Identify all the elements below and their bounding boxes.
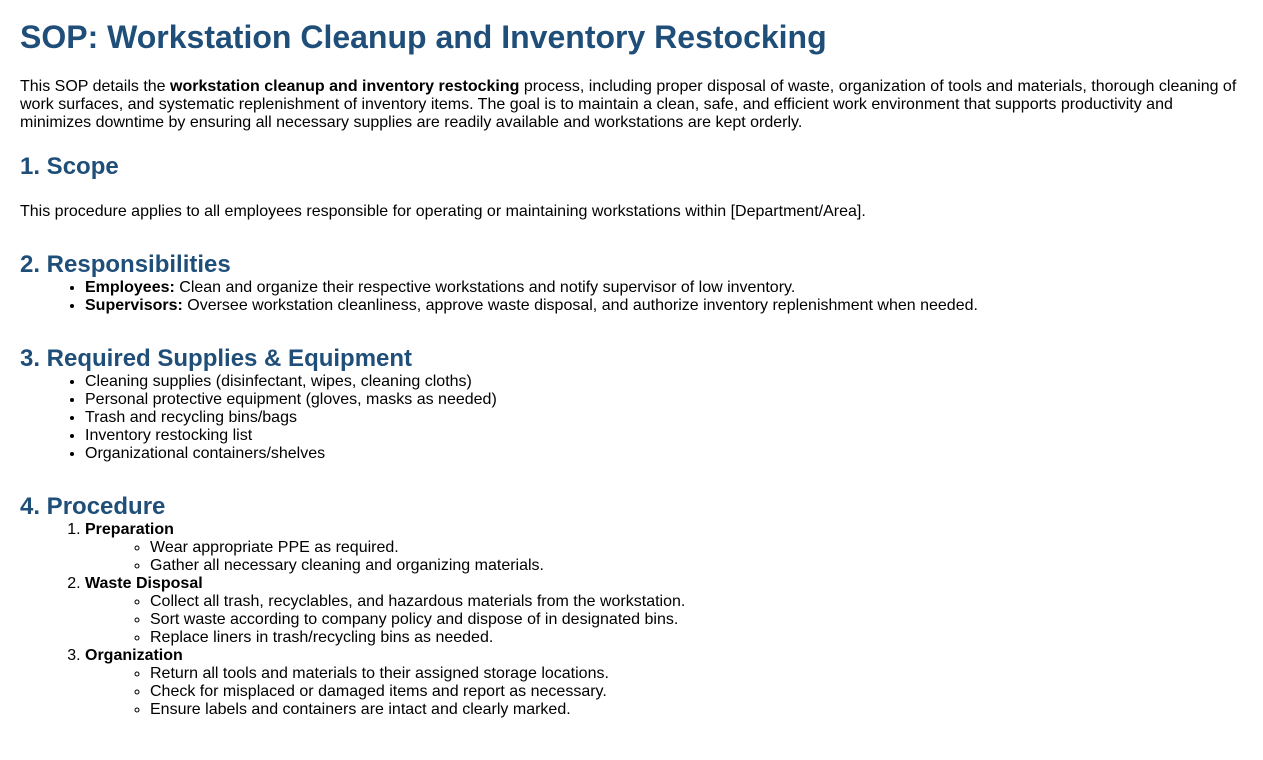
supplies-item: • Inventory restocking list [85,427,1243,445]
responsibility-item-employees [85,279,1243,297]
intro-text-after: process, including proper disposal of waste, organization of tools and materials, thorough cleaning of work surfaces, and systematic replenishment of inventory items. The goal is to maintain a clean, safe, and efficient work environment that supports productivity and minimizes downtime by ensuring all necessary supplies are readily available and workstations are kept orderly. [20,78,1237,131]
procedure-step-waste-disposal [85,575,1243,647]
procedure-substep: ◦ Wear appropriate PPE as required. [150,539,1243,557]
procedure-substep: ◦ Check for misplaced or damaged items and report as necessary. [150,683,1243,701]
responsibilities-heading: 2. Responsibilities [20,251,231,278]
procedure-substeps-list [85,539,1243,575]
responsibility-role: Supervisors: [85,297,183,314]
supplies-list [20,373,1243,463]
supplies-item: • Organizational containers/shelves [85,445,1243,463]
procedure-substep: ◦ Sort waste according to company policy and dispose of in designated bins. [150,611,1243,629]
procedure-heading: 4. Procedure [20,493,166,520]
intro-paragraph [20,78,1243,132]
intro-text-bold: workstation cleanup and inventory restocking [170,78,520,95]
procedure-step-title: Preparation [85,521,174,538]
intro-text-before: This SOP details the [20,78,170,95]
scope-heading: 1. Scope [20,153,119,180]
procedure-substep: ◦ Return all tools and materials to their assigned storage locations. [150,665,1243,683]
procedure-substeps-list [85,665,1243,719]
procedure-step-title: Organization [85,647,183,664]
procedure-step-preparation [85,521,1243,575]
responsibility-text: Oversee workstation cleanliness, approve waste disposal, and authorize inventory replenishment when needed. [182,297,978,314]
document-page [0,19,1263,719]
scope-text: This procedure applies to all employees responsible for operating or maintaining workstations within [Department/Area]. [20,203,866,220]
procedure-substep: ◦ Gather all necessary cleaning and organizing materials. [150,557,1243,575]
supplies-item: • Cleaning supplies (disinfectant, wipes, cleaning cloths) [85,373,1243,391]
supplies-item: • Personal protective equipment (gloves, masks as needed) [85,391,1243,409]
procedure-step-organization [85,647,1243,719]
supplies-heading: 3. Required Supplies & Equipment [20,345,413,372]
responsibility-text: Clean and organize their respective workstations and notify supervisor of low inventory. [174,279,796,296]
responsibility-item-supervisors [85,297,1243,315]
responsibilities-list [20,279,1243,315]
supplies-item: • Trash and recycling bins/bags [85,409,1243,427]
responsibility-role: Employees: [85,279,175,296]
procedure-substep: ◦ Replace liners in trash/recycling bins as needed. [150,629,1243,647]
procedure-substep: ◦ Collect all trash, recyclables, and hazardous materials from the workstation. [150,593,1243,611]
procedure-steps-list [20,521,1243,719]
procedure-substeps-list [85,593,1243,647]
procedure-step-title: Waste Disposal [85,575,203,592]
procedure-substep: ◦ Ensure labels and containers are intact and clearly marked. [150,701,1243,719]
page-title: SOP: Workstation Cleanup and Inventory Restocking [20,19,827,55]
